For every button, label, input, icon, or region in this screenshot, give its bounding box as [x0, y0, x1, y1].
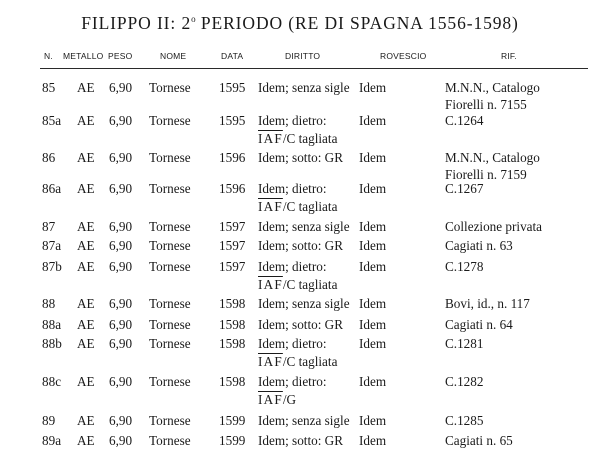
- table-row: [0, 219, 600, 239]
- cell-n: 87b: [42, 259, 62, 274]
- cell-peso: 6,90: [109, 181, 133, 196]
- cell-n: 89a: [42, 433, 62, 448]
- cell-data: 1598: [219, 296, 246, 311]
- page-title: [0, 13, 600, 34]
- column-header-diritto: DIRITTO: [285, 51, 321, 61]
- cell-peso: 6,90: [109, 413, 133, 428]
- cell-n: 88: [42, 296, 56, 311]
- cell-nome: Tornese: [149, 181, 191, 196]
- cell-diritto: Idem; senza sigle: [258, 219, 350, 234]
- cell-data: 1595: [219, 113, 246, 128]
- cell-rif: Collezione privata: [445, 219, 543, 234]
- cell-nome: Tornese: [149, 150, 191, 165]
- overlined-sigla: $\overline{IAF}$: [258, 277, 283, 292]
- title-main: FILIPPO II: 2: [81, 13, 192, 33]
- overlined-sigla: $\overline{IAF}$: [258, 131, 283, 146]
- cell-metallo: AE: [77, 80, 95, 95]
- cell-rif: Bovi, id., n. 117: [445, 296, 530, 311]
- table-row: [0, 259, 600, 279]
- cell-diritto: Idem; dietro:: [258, 181, 327, 196]
- cell-n: 86: [42, 150, 56, 165]
- table-row: [0, 374, 600, 394]
- cell-n: 88c: [42, 374, 62, 389]
- cell-metallo: AE: [77, 433, 95, 448]
- cell-rovescio: Idem: [359, 238, 387, 253]
- cell-rovescio: Idem: [359, 413, 387, 428]
- cell-metallo: AE: [77, 296, 95, 311]
- cell-peso: 6,90: [109, 336, 133, 351]
- cell-rif: C.1281: [445, 336, 484, 351]
- cell-peso: 6,90: [109, 259, 133, 274]
- cell-data: 1598: [219, 336, 246, 351]
- table-row: [0, 113, 600, 133]
- cell-diritto-line2: [258, 277, 337, 293]
- cell-nome: Tornese: [149, 433, 191, 448]
- cell-data: 1596: [219, 181, 246, 196]
- cell-metallo: AE: [77, 219, 95, 234]
- cell-diritto: Idem; sotto: GR: [258, 433, 343, 448]
- cell-rif: Cagiati n. 63: [445, 238, 513, 253]
- title-superscript: o: [191, 14, 196, 24]
- cell-n: 87: [42, 219, 56, 234]
- cell-peso: 6,90: [109, 238, 133, 253]
- cell-rif: C.1285: [445, 413, 484, 428]
- cell-n: 85: [42, 80, 56, 95]
- cell-data: 1598: [219, 317, 246, 332]
- sigla-tail: /C tagliata: [282, 277, 338, 292]
- cell-metallo: AE: [77, 336, 95, 351]
- cell-data: 1596: [219, 150, 246, 165]
- overlined-sigla: $\overline{IAF}$: [258, 354, 283, 369]
- cell-diritto: Idem; senza sigle: [258, 296, 350, 311]
- table-row: [0, 238, 600, 258]
- cell-nome: Tornese: [149, 374, 191, 389]
- table-row: [0, 181, 600, 201]
- cell-diritto: Idem; senza sigle: [258, 413, 350, 428]
- cell-peso: 6,90: [109, 113, 133, 128]
- cell-rovescio: Idem: [359, 296, 387, 311]
- column-header-n: N.: [44, 51, 53, 61]
- cell-rovescio: Idem: [359, 433, 387, 448]
- cell-data: 1597: [219, 259, 246, 274]
- cell-diritto-line2: [258, 131, 337, 147]
- cell-peso: 6,90: [109, 150, 133, 165]
- column-header-rovescio: ROVESCIO: [380, 51, 427, 61]
- cell-peso: 6,90: [109, 317, 133, 332]
- cell-diritto: Idem; sotto: GR: [258, 238, 343, 253]
- cell-n: 88a: [42, 317, 62, 332]
- cell-data: 1597: [219, 219, 246, 234]
- cell-diritto: Idem; sotto: GR: [258, 150, 343, 165]
- cell-metallo: AE: [77, 113, 95, 128]
- cell-rovescio: Idem: [359, 80, 387, 95]
- cell-nome: Tornese: [149, 336, 191, 351]
- cell-rovescio: Idem: [359, 374, 387, 389]
- cell-rovescio: Idem: [359, 259, 387, 274]
- cell-rif: Cagiati n. 65: [445, 433, 513, 448]
- cell-peso: 6,90: [109, 296, 133, 311]
- cell-peso: 6,90: [109, 80, 133, 95]
- column-header-metallo: METALLO: [63, 51, 104, 61]
- cell-nome: Tornese: [149, 413, 191, 428]
- cell-peso: 6,90: [109, 374, 133, 389]
- overlined-sigla: $\overline{IAF}$: [258, 199, 283, 214]
- cell-nome: Tornese: [149, 113, 191, 128]
- cell-peso: 6,90: [109, 219, 133, 234]
- cell-diritto: Idem; sotto: GR: [258, 317, 343, 332]
- title-rest: PERIODO (RE DI SPAGNA 1556-1598): [200, 13, 519, 33]
- cell-rovescio: Idem: [359, 219, 387, 234]
- cell-metallo: AE: [77, 259, 95, 274]
- table-row: [0, 336, 600, 356]
- cell-data: 1598: [219, 374, 246, 389]
- cell-rif: Cagiati n. 64: [445, 317, 513, 332]
- cell-rif: C.1278: [445, 259, 484, 274]
- cell-rovescio: Idem: [359, 113, 387, 128]
- cell-n: 85a: [42, 113, 62, 128]
- cell-metallo: AE: [77, 238, 95, 253]
- sigla-tail: /C tagliata: [282, 199, 338, 214]
- cell-peso: 6,90: [109, 433, 133, 448]
- cell-rif: C.1267: [445, 181, 484, 196]
- sigla-tail: /C tagliata: [282, 354, 338, 369]
- cell-diritto: Idem; dietro:: [258, 259, 327, 274]
- header-divider: [40, 68, 588, 69]
- cell-nome: Tornese: [149, 238, 191, 253]
- cell-rif: C.1264: [445, 113, 484, 128]
- cell-n: 89: [42, 413, 56, 428]
- cell-nome: Tornese: [149, 80, 191, 95]
- table-row: [0, 433, 600, 453]
- cell-nome: Tornese: [149, 219, 191, 234]
- cell-metallo: AE: [77, 374, 95, 389]
- cell-n: 86a: [42, 181, 62, 196]
- table-row: [0, 317, 600, 337]
- overlined-sigla: $\overline{IAF}$: [258, 392, 283, 407]
- cell-rovescio: Idem: [359, 150, 387, 165]
- cell-rovescio: Idem: [359, 336, 387, 351]
- cell-diritto-line2: [258, 392, 296, 408]
- cell-rif-line2: Fiorelli n. 7159: [445, 167, 527, 182]
- cell-n: 87a: [42, 238, 62, 253]
- table-row: [0, 296, 600, 316]
- cell-diritto: Idem; senza sigle: [258, 80, 350, 95]
- cell-metallo: AE: [77, 413, 95, 428]
- cell-diritto-line2: [258, 199, 337, 215]
- cell-rif: M.N.N., Catalogo: [445, 80, 540, 95]
- column-header-nome: NOME: [160, 51, 187, 61]
- cell-data: 1599: [219, 433, 246, 448]
- cell-rif-line2: Fiorelli n. 7155: [445, 97, 527, 112]
- sigla-tail: /G: [282, 392, 297, 407]
- cell-rif: C.1282: [445, 374, 484, 389]
- cell-nome: Tornese: [149, 259, 191, 274]
- cell-rovescio: Idem: [359, 181, 387, 196]
- cell-data: 1599: [219, 413, 246, 428]
- cell-data: 1597: [219, 238, 246, 253]
- cell-nome: Tornese: [149, 317, 191, 332]
- cell-diritto: Idem; dietro:: [258, 113, 327, 128]
- sigla-tail: /C tagliata: [282, 131, 338, 146]
- cell-metallo: AE: [77, 150, 95, 165]
- column-header-data: DATA: [221, 51, 244, 61]
- cell-rif: M.N.N., Catalogo: [445, 150, 540, 165]
- cell-rovescio: Idem: [359, 317, 387, 332]
- cell-n: 88b: [42, 336, 62, 351]
- cell-diritto-line2: [258, 354, 337, 370]
- column-header-rif: RIF.: [501, 51, 517, 61]
- cell-metallo: AE: [77, 317, 95, 332]
- cell-diritto: Idem; dietro:: [258, 336, 327, 351]
- cell-nome: Tornese: [149, 296, 191, 311]
- cell-data: 1595: [219, 80, 246, 95]
- cell-diritto: Idem; dietro:: [258, 374, 327, 389]
- column-header-peso: PESO: [108, 51, 133, 61]
- cell-metallo: AE: [77, 181, 95, 196]
- table-row: [0, 413, 600, 433]
